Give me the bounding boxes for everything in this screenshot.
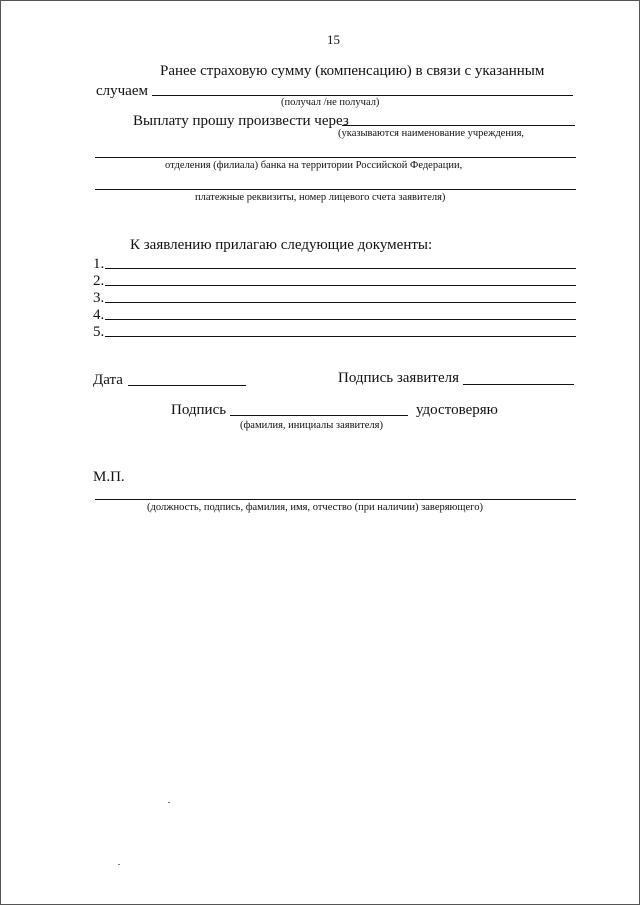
case-label: случаем — [96, 83, 148, 99]
document-item-field[interactable] — [105, 319, 576, 320]
scan-speck — [118, 864, 120, 865]
stamp-label: М.П. — [93, 469, 125, 485]
certifier-hint: (должность, подпись, фамилия, имя, отчество (при наличии) заверяющего) — [147, 502, 483, 513]
document-item-number: 2. — [93, 273, 105, 289]
insurance-text: Ранее страховую сумму (компенсацию) в связи с указанным — [160, 63, 545, 79]
document-item-field[interactable] — [105, 268, 576, 269]
certify-label: Подпись — [171, 402, 227, 418]
document-item-number: 1. — [93, 256, 105, 272]
document-item-number: 5. — [93, 324, 105, 340]
certify-signature-field[interactable] — [230, 415, 408, 416]
document-item-number: 3. — [93, 290, 105, 306]
certify-suffix: удостоверяю — [416, 402, 498, 418]
date-field[interactable] — [128, 385, 246, 386]
page-number: 15 — [327, 32, 340, 47]
document-item-number: 4. — [93, 307, 105, 323]
applicant-signature-field[interactable] — [463, 384, 574, 385]
payment-label: Выплату прошу произвести через — [133, 113, 349, 129]
payment-field-line-2[interactable] — [95, 157, 576, 158]
payment-hint-details: платежные реквизиты, номер лицевого счета заявителя) — [195, 192, 446, 203]
document-item-field[interactable] — [105, 285, 576, 286]
date-label: Дата — [93, 372, 123, 388]
scan-speck — [168, 802, 170, 803]
payment-hint-branch: отделения (филиала) банка на территории Российской Федерации, — [165, 160, 463, 171]
case-field[interactable] — [152, 95, 573, 96]
document-item-field[interactable] — [105, 336, 576, 337]
payment-field[interactable] — [342, 125, 575, 126]
case-hint: (получал /не получал) — [281, 97, 380, 108]
payment-field-line-3[interactable] — [95, 189, 576, 190]
applicant-signature-label: Подпись заявителя — [338, 370, 460, 386]
certify-hint: (фамилия, инициалы заявителя) — [240, 420, 383, 431]
documents-heading: К заявлению прилагаю следующие документы: — [130, 237, 433, 253]
document-item-field[interactable] — [105, 302, 576, 303]
payment-hint-institution: (указываются наименование учреждения, — [338, 128, 525, 139]
certifier-field[interactable] — [95, 499, 576, 500]
